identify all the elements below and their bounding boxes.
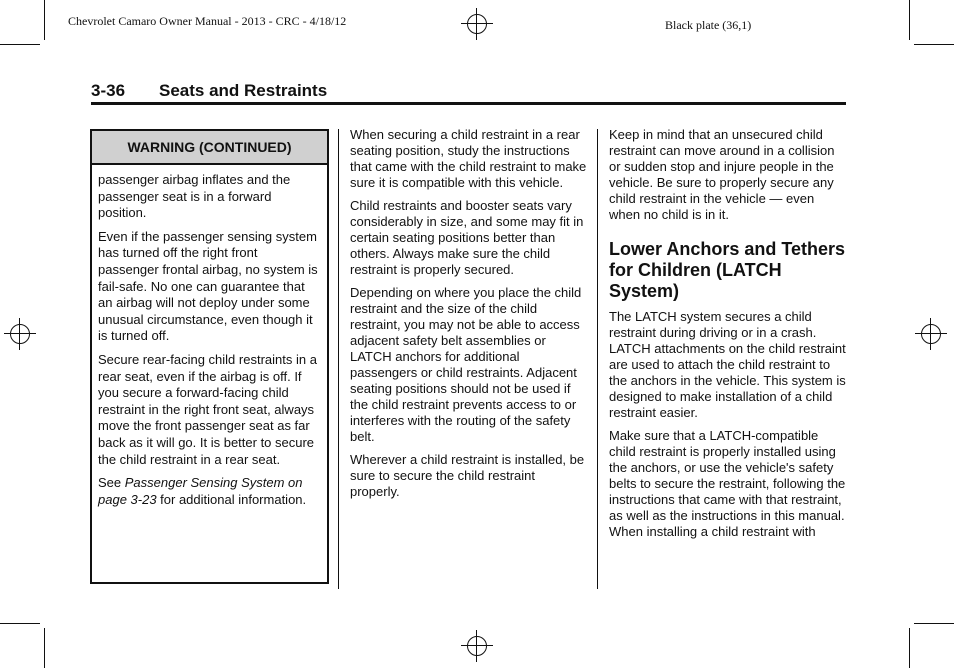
header-rule <box>91 102 846 105</box>
section-title: Seats and Restraints <box>159 81 328 100</box>
column-divider <box>597 129 598 589</box>
warning-box <box>90 129 329 584</box>
middle-column <box>350 127 588 507</box>
registration-target-icon <box>461 630 493 662</box>
body-paragraph: Keep in mind that an unsecured child restraint can move around in a collision or sudden stop and injure people in the vehicle. Be sure to properly secure any child restraint in the vehicle — even when no child is in it. <box>609 127 835 222</box>
page-header <box>91 81 327 101</box>
warning-paragraph: passenger airbag inflates and the passenger seat is in a forward position. <box>98 172 291 221</box>
right-column <box>609 127 847 547</box>
page-number: 3-36 <box>91 81 126 100</box>
body-paragraph: The LATCH system secures a child restraint during driving or in a crash. LATCH attachments on the child restraint are used to attach the child restraint to the anchors in the vehicle. This system is designed to make installation of a child restraint easier. <box>609 309 846 420</box>
crop-mark <box>44 0 45 40</box>
body-paragraph: Wherever a child restraint is installed, be sure to secure the child restraint properly. <box>350 452 585 499</box>
registration-target-icon <box>461 8 493 40</box>
body-paragraph: When securing a child restraint in a rear seating position, study the instructions that came with the child restraint to make sure it is compatible with this vehicle. <box>350 127 587 190</box>
body-paragraph: Child restraints and booster seats vary considerably in size, and some may fit in certain seating positions better than others. Always make sure the child restraint is properly secured. <box>350 198 584 277</box>
crop-mark <box>909 0 910 40</box>
warning-see-reference <box>98 475 321 508</box>
registration-target-icon <box>4 318 36 350</box>
see-prefix: See <box>98 475 125 491</box>
crop-mark <box>0 623 40 624</box>
crop-mark <box>909 628 910 668</box>
see-suffix: for additional information. <box>156 491 307 507</box>
body-paragraph: Depending on where you place the child restraint and the size of the child restraint, you may not be able to access adjacent safety belt assemblies or LATCH anchors for additional passengers or child restraints. Adjacent seating positions should not be used if the child restraint prevents access to or interferes with the routing of the safety belt. <box>350 285 582 444</box>
print-slug-right: Black plate (36,1) <box>665 18 752 32</box>
warning-paragraph: Secure rear-facing child restraints in a rear seat, even if the airbag is off. If you secure a forward-facing child restraint in the right front seat, always move the front passenger seat as far back as it will go. It is better to secure the child restraint in a rear seat. <box>98 351 317 467</box>
print-slug-left: Chevrolet Camaro Owner Manual - 2013 - CRC - 4/18/12 <box>68 14 347 28</box>
warning-paragraph: Even if the passenger sensing system has turned off the right front passenger frontal airbag, no system is fail-safe. No one can guarantee that an airbag will not deploy under some unusual circumstance, even though it is turned off. <box>98 228 318 344</box>
warning-body <box>92 165 327 508</box>
registration-target-icon <box>915 318 947 350</box>
crop-mark <box>0 44 40 45</box>
column-divider <box>338 129 339 589</box>
latch-section-heading: Lower Anchors and Tethers for Children (LATCH System) <box>609 239 846 301</box>
cross-reference-link[interactable]: Passenger Sensing System on page 3-23 <box>98 475 303 507</box>
crop-mark <box>914 44 954 45</box>
crop-mark <box>44 628 45 668</box>
body-paragraph: Make sure that a LATCH-compatible child restraint is properly installed using the anchors, or use the vehicle's safety belts to secure the restraint, following the instructions that came with that restraint, as well as the instructions in this manual. When installing a child restraint with <box>609 428 846 539</box>
warning-title: WARNING (CONTINUED) <box>92 131 327 165</box>
crop-mark <box>914 623 954 624</box>
